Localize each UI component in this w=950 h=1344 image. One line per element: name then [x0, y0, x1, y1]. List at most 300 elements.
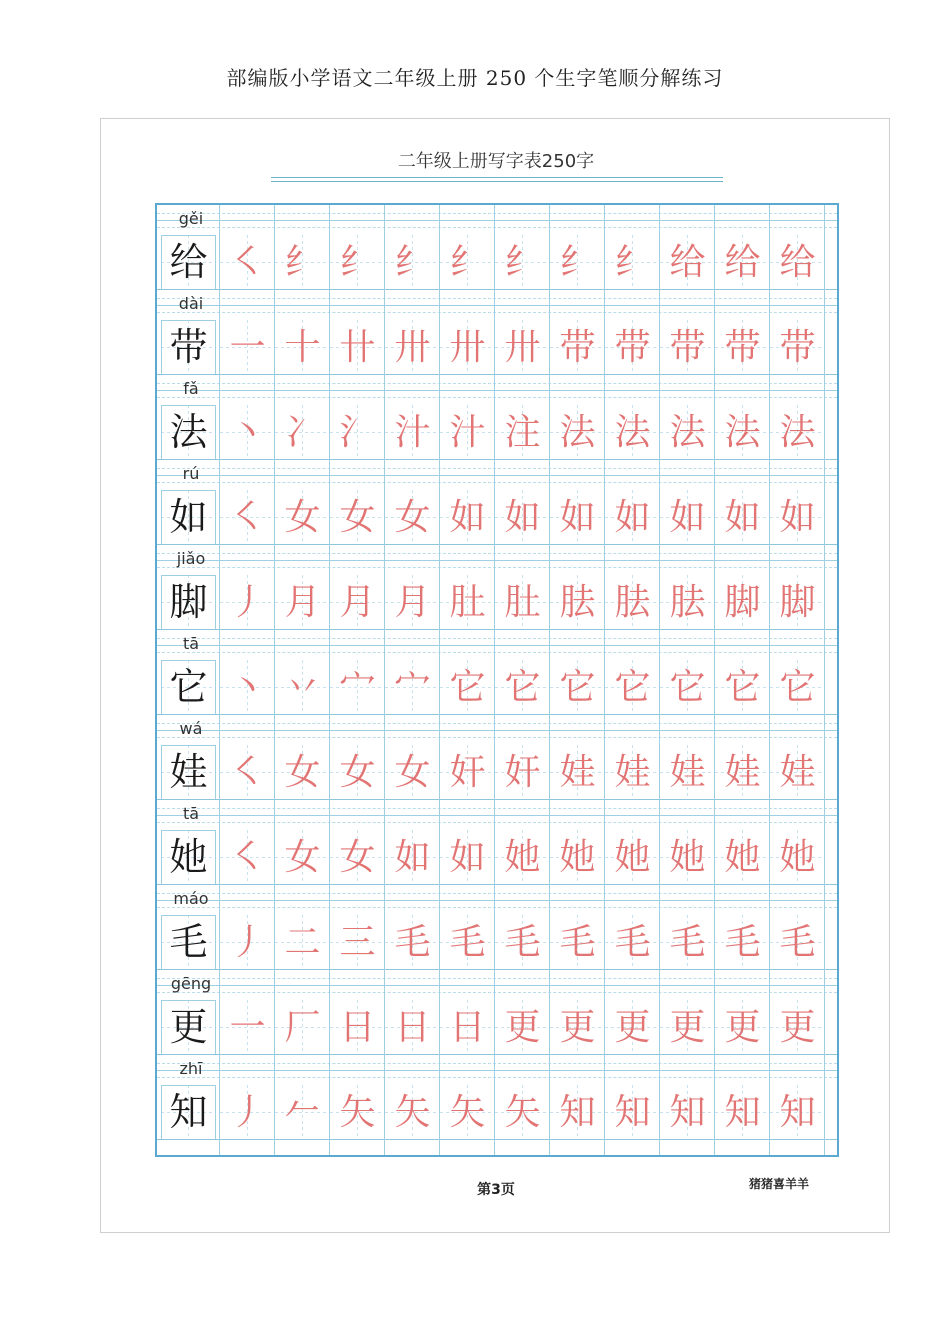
- column-divider: [824, 205, 825, 1155]
- pinyin-guide-line: [157, 808, 837, 809]
- stroke-step-character: 丿: [229, 582, 266, 623]
- stroke-step-cell: [550, 1085, 605, 1140]
- stroke-step-cell: [605, 575, 660, 630]
- stroke-step-cell: [440, 830, 495, 885]
- stroke-step-character: 更: [559, 1007, 596, 1048]
- stroke-step-character: 胠: [614, 582, 651, 623]
- stroke-step-cell: [715, 915, 770, 970]
- stroke-step-character: 带: [559, 327, 596, 368]
- pinyin-guide-line: [157, 893, 837, 894]
- stroke-step-cell: [550, 490, 605, 545]
- column-divider: [659, 205, 660, 1155]
- pinyin-guide-line: [157, 383, 837, 384]
- stroke-step-cell: [275, 1085, 330, 1140]
- title-underline-second: [271, 181, 723, 182]
- pinyin-guide-line: [157, 213, 837, 214]
- stroke-step-character: 如: [779, 497, 816, 538]
- character-row: [157, 1055, 837, 1140]
- stroke-step-cell: [275, 660, 330, 715]
- stroke-step-character: 纟: [394, 242, 431, 283]
- stroke-step-cell: [330, 490, 385, 545]
- character-row: [157, 800, 837, 885]
- main-character: 知: [169, 1090, 208, 1134]
- stroke-step-cell: [330, 915, 385, 970]
- pinyin-guide-line: [157, 907, 837, 908]
- stroke-step-cell: [770, 830, 825, 885]
- stroke-step-character: 日: [339, 1007, 376, 1048]
- stroke-step-character: 宀: [339, 667, 376, 708]
- stroke-step-character: 给: [669, 242, 706, 283]
- title-underline: [271, 177, 723, 178]
- author-credit: 猪猪喜羊羊: [749, 1177, 810, 1191]
- stroke-step-character: 毛: [614, 922, 651, 963]
- stroke-step-character: 毛: [394, 922, 431, 963]
- pinyin-guide-line: [157, 390, 837, 391]
- stroke-step-cell: [275, 745, 330, 800]
- stroke-step-character: 如: [724, 497, 761, 538]
- character-row: [157, 885, 837, 970]
- column-divider: [714, 205, 715, 1155]
- stroke-step-cell: [440, 1085, 495, 1140]
- stroke-step-character: 她: [504, 837, 541, 878]
- stroke-step-character: ㇛: [229, 752, 266, 793]
- stroke-step-character: 丷: [284, 667, 321, 708]
- stroke-step-character: 带: [614, 327, 651, 368]
- character-row: [157, 715, 837, 800]
- pinyin-guide-line: [157, 468, 837, 469]
- stroke-step-character: 𠂉: [284, 1092, 321, 1133]
- stroke-step-character: 胠: [559, 582, 596, 623]
- stroke-step-cell: [605, 660, 660, 715]
- stroke-step-character: 月: [339, 582, 376, 623]
- stroke-step-cell: [440, 575, 495, 630]
- pinyin-guide-line: [157, 220, 837, 221]
- stroke-step-character: 卅: [394, 327, 431, 368]
- pinyin-guide-line: [157, 475, 837, 476]
- stroke-step-cell: [605, 915, 660, 970]
- pinyin-strip: [157, 1055, 837, 1085]
- stroke-step-character: 知: [614, 1092, 651, 1133]
- pinyin-guide-line: [157, 1063, 837, 1064]
- stroke-step-character: 矢: [504, 1092, 541, 1133]
- stroke-step-cell: [220, 660, 275, 715]
- stroke-step-character: 奸: [449, 752, 486, 793]
- stroke-step-character: 日: [449, 1007, 486, 1048]
- stroke-step-character: 丿: [229, 922, 266, 963]
- stroke-step-cell: [275, 235, 330, 290]
- stroke-step-character: 卄: [339, 327, 376, 368]
- stroke-step-character: 女: [339, 837, 376, 878]
- stroke-step-cell: [220, 745, 275, 800]
- stroke-step-cell: [660, 320, 715, 375]
- pinyin-label: jiǎo: [176, 549, 206, 568]
- pinyin-guide-line: [157, 560, 837, 561]
- stroke-step-character: 注: [504, 412, 541, 453]
- stroke-step-cell: [605, 1000, 660, 1055]
- stroke-step-character: 汁: [449, 412, 486, 453]
- stroke-step-character: 带: [779, 327, 816, 368]
- stroke-step-cell: [330, 745, 385, 800]
- stroke-step-cell: [275, 490, 330, 545]
- stroke-step-cell: [440, 660, 495, 715]
- stroke-step-cell: [605, 235, 660, 290]
- stroke-step-character: 胠: [669, 582, 706, 623]
- document-title: 部编版小学语文二年级上册 250 个生字笔顺分解练习: [226, 66, 724, 90]
- stroke-step-character: 它: [779, 667, 816, 708]
- stroke-step-character: 娃: [614, 752, 651, 793]
- stroke-step-character: 她: [779, 837, 816, 878]
- pinyin-guide-line: [157, 482, 837, 483]
- pinyin-guide-line: [157, 638, 837, 639]
- stroke-step-character: 带: [724, 327, 761, 368]
- column-divider: [274, 205, 275, 1155]
- stroke-step-character: 女: [394, 752, 431, 793]
- stroke-step-cell: [275, 320, 330, 375]
- stroke-step-cell: [220, 1085, 275, 1140]
- worksheet: [100, 118, 890, 1233]
- stroke-step-cell: [660, 660, 715, 715]
- stroke-step-cell: [220, 1000, 275, 1055]
- stroke-step-cell: [770, 660, 825, 715]
- stroke-step-cell: [220, 405, 275, 460]
- pinyin-strip: [157, 630, 837, 660]
- main-character-cell: [161, 660, 216, 715]
- stroke-step-character: 法: [669, 412, 706, 453]
- stroke-step-cell: [330, 405, 385, 460]
- stroke-step-character: 知: [669, 1092, 706, 1133]
- stroke-step-character: 卅: [449, 327, 486, 368]
- stroke-step-character: 法: [724, 412, 761, 453]
- stroke-step-cell: [660, 1085, 715, 1140]
- stroke-step-cell: [220, 915, 275, 970]
- stroke-step-cell: [770, 1085, 825, 1140]
- stroke-step-character: 丶: [229, 667, 266, 708]
- stroke-step-character: 纟: [504, 242, 541, 283]
- stroke-step-cell: [715, 320, 770, 375]
- stroke-step-cell: [770, 575, 825, 630]
- stroke-step-character: 它: [669, 667, 706, 708]
- pinyin-label: zhī: [179, 1059, 203, 1078]
- stroke-step-cell: [660, 830, 715, 885]
- stroke-step-cell: [770, 1000, 825, 1055]
- pinyin-strip: [157, 715, 837, 745]
- stroke-step-cell: [220, 575, 275, 630]
- stroke-step-character: 纟: [449, 242, 486, 283]
- main-character: 法: [169, 410, 208, 454]
- pinyin-guide-line: [157, 567, 837, 568]
- pinyin-label: tā: [182, 634, 200, 653]
- main-character-cell: [161, 405, 216, 460]
- character-row: [157, 205, 837, 290]
- stroke-step-cell: [385, 660, 440, 715]
- stroke-step-cell: [440, 745, 495, 800]
- main-character-cell: [161, 490, 216, 545]
- pinyin-strip: [157, 885, 837, 915]
- stroke-step-character: 纟: [559, 242, 596, 283]
- stroke-step-cell: [440, 915, 495, 970]
- stroke-step-character: 毛: [559, 922, 596, 963]
- stroke-step-cell: [770, 320, 825, 375]
- stroke-step-cell: [495, 1085, 550, 1140]
- stroke-step-cell: [275, 830, 330, 885]
- stroke-step-cell: [330, 830, 385, 885]
- stroke-step-character: 厂: [284, 1007, 321, 1048]
- stroke-step-character: 娃: [779, 752, 816, 793]
- stroke-step-character: ㇛: [229, 497, 266, 538]
- stroke-step-character: 毛: [504, 922, 541, 963]
- stroke-step-cell: [660, 1000, 715, 1055]
- main-character-cell: [161, 1000, 216, 1055]
- pinyin-guide-line: [157, 900, 837, 901]
- stroke-step-character: 十: [284, 327, 321, 368]
- stroke-step-character: 奸: [504, 752, 541, 793]
- stroke-step-cell: [715, 660, 770, 715]
- stroke-step-cell: [275, 915, 330, 970]
- stroke-step-character: 月: [394, 582, 431, 623]
- pinyin-guide-line: [157, 730, 837, 731]
- stroke-step-cell: [495, 320, 550, 375]
- character-row: [157, 630, 837, 715]
- stroke-step-cell: [715, 1085, 770, 1140]
- pinyin-guide-line: [157, 992, 837, 993]
- stroke-step-cell: [495, 660, 550, 715]
- stroke-step-character: 带: [669, 327, 706, 368]
- stroke-step-character: 毛: [669, 922, 706, 963]
- stroke-step-cell: [440, 405, 495, 460]
- pinyin-strip: [157, 375, 837, 405]
- stroke-step-character: 知: [559, 1092, 596, 1133]
- stroke-step-cell: [495, 490, 550, 545]
- stroke-step-character: 汁: [394, 412, 431, 453]
- stroke-step-cell: [770, 490, 825, 545]
- stroke-step-cell: [385, 575, 440, 630]
- pinyin-guide-line: [157, 227, 837, 228]
- main-character-cell: [161, 1085, 216, 1140]
- stroke-step-cell: [770, 405, 825, 460]
- main-character: 脚: [169, 580, 208, 624]
- stroke-step-cell: [715, 830, 770, 885]
- stroke-step-cell: [660, 915, 715, 970]
- stroke-step-character: 娃: [724, 752, 761, 793]
- stroke-step-cell: [440, 320, 495, 375]
- stroke-step-cell: [495, 1000, 550, 1055]
- row-divider: [157, 1139, 837, 1140]
- stroke-step-character: 女: [339, 752, 376, 793]
- stroke-step-cell: [330, 1000, 385, 1055]
- stroke-step-character: 她: [614, 837, 651, 878]
- stroke-step-cell: [715, 235, 770, 290]
- stroke-step-character: 她: [559, 837, 596, 878]
- stroke-step-character: 如: [614, 497, 651, 538]
- pinyin-label: fǎ: [183, 379, 199, 398]
- main-character: 给: [169, 240, 208, 284]
- column-divider: [439, 205, 440, 1155]
- stroke-step-cell: [605, 320, 660, 375]
- stroke-step-cell: [495, 575, 550, 630]
- practice-grid: [155, 203, 839, 1157]
- stroke-step-character: 法: [614, 412, 651, 453]
- stroke-step-character: 一: [229, 1007, 266, 1048]
- stroke-step-character: 纟: [339, 242, 376, 283]
- stroke-step-cell: [330, 660, 385, 715]
- stroke-step-cell: [770, 915, 825, 970]
- pinyin-strip: [157, 970, 837, 1000]
- stroke-step-cell: [440, 1000, 495, 1055]
- main-character-cell: [161, 830, 216, 885]
- stroke-step-cell: [550, 1000, 605, 1055]
- stroke-step-character: 她: [724, 837, 761, 878]
- character-row: [157, 375, 837, 460]
- stroke-step-character: 法: [559, 412, 596, 453]
- stroke-step-cell: [220, 320, 275, 375]
- stroke-step-character: 月: [284, 582, 321, 623]
- stroke-step-cell: [550, 235, 605, 290]
- main-character: 娃: [169, 750, 208, 794]
- pinyin-guide-line: [157, 298, 837, 299]
- stroke-step-cell: [385, 405, 440, 460]
- stroke-step-cell: [385, 745, 440, 800]
- stroke-step-cell: [715, 490, 770, 545]
- stroke-step-character: 女: [284, 837, 321, 878]
- stroke-step-cell: [550, 320, 605, 375]
- main-character: 更: [169, 1005, 208, 1049]
- stroke-step-cell: [385, 235, 440, 290]
- stroke-step-cell: [605, 490, 660, 545]
- stroke-step-cell: [385, 915, 440, 970]
- stroke-step-character: 毛: [779, 922, 816, 963]
- character-row: [157, 460, 837, 545]
- stroke-step-character: 二: [284, 922, 321, 963]
- pinyin-label: máo: [173, 889, 209, 908]
- stroke-step-cell: [660, 235, 715, 290]
- stroke-step-character: 更: [779, 1007, 816, 1048]
- stroke-step-character: 丿: [229, 1092, 266, 1133]
- stroke-step-character: 宀: [394, 667, 431, 708]
- stroke-step-character: 更: [669, 1007, 706, 1048]
- pinyin-guide-line: [157, 723, 837, 724]
- stroke-step-cell: [550, 830, 605, 885]
- stroke-step-character: 法: [779, 412, 816, 453]
- stroke-step-cell: [605, 405, 660, 460]
- stroke-step-cell: [385, 1000, 440, 1055]
- stroke-step-character: 它: [559, 667, 596, 708]
- stroke-step-character: 毛: [449, 922, 486, 963]
- stroke-step-cell: [660, 405, 715, 460]
- pinyin-label: tā: [182, 804, 200, 823]
- stroke-step-cell: [495, 745, 550, 800]
- column-divider: [769, 205, 770, 1155]
- pinyin-guide-line: [157, 978, 837, 979]
- stroke-step-cell: [550, 405, 605, 460]
- pinyin-strip: [157, 545, 837, 575]
- stroke-step-cell: [330, 235, 385, 290]
- main-character: 毛: [169, 920, 208, 964]
- stroke-step-character: 肚: [504, 582, 541, 623]
- main-character-cell: [161, 915, 216, 970]
- stroke-step-cell: [550, 745, 605, 800]
- pinyin-guide-line: [157, 815, 837, 816]
- pinyin-guide-line: [157, 822, 837, 823]
- stroke-step-character: 矢: [394, 1092, 431, 1133]
- column-divider: [384, 205, 385, 1155]
- character-row: [157, 545, 837, 630]
- stroke-step-character: 她: [669, 837, 706, 878]
- stroke-step-cell: [220, 235, 275, 290]
- stroke-step-character: 如: [669, 497, 706, 538]
- worksheet-title: 二年级上册写字表250字: [397, 151, 595, 172]
- stroke-step-character: 日: [394, 1007, 431, 1048]
- stroke-step-character: 女: [339, 497, 376, 538]
- column-divider: [329, 205, 330, 1155]
- stroke-step-character: 如: [559, 497, 596, 538]
- stroke-step-character: 脚: [779, 582, 816, 623]
- stroke-step-character: 如: [394, 837, 431, 878]
- stroke-step-cell: [495, 915, 550, 970]
- main-character-cell: [161, 235, 216, 290]
- pinyin-strip: [157, 290, 837, 320]
- stroke-step-character: 矢: [339, 1092, 376, 1133]
- stroke-step-character: 更: [724, 1007, 761, 1048]
- main-character: 它: [169, 665, 208, 709]
- pinyin-guide-line: [157, 652, 837, 653]
- pinyin-guide-line: [157, 985, 837, 986]
- stroke-step-character: 如: [449, 497, 486, 538]
- pinyin-guide-line: [157, 312, 837, 313]
- stroke-step-cell: [385, 490, 440, 545]
- column-divider: [604, 205, 605, 1155]
- stroke-step-character: 女: [284, 752, 321, 793]
- stroke-step-character: 它: [449, 667, 486, 708]
- pinyin-guide-line: [157, 305, 837, 306]
- stroke-step-character: 一: [229, 327, 266, 368]
- stroke-step-cell: [660, 490, 715, 545]
- stroke-step-character: 肚: [449, 582, 486, 623]
- stroke-step-character: 矢: [449, 1092, 486, 1133]
- character-row: [157, 970, 837, 1055]
- stroke-step-cell: [330, 320, 385, 375]
- stroke-step-character: 知: [779, 1092, 816, 1133]
- pinyin-guide-line: [157, 645, 837, 646]
- stroke-step-character: 娃: [559, 752, 596, 793]
- stroke-step-character: 更: [614, 1007, 651, 1048]
- column-divider: [219, 205, 220, 1155]
- pinyin-guide-line: [157, 1077, 837, 1078]
- stroke-step-character: 它: [504, 667, 541, 708]
- pinyin-guide-line: [157, 737, 837, 738]
- stroke-step-cell: [330, 1085, 385, 1140]
- stroke-step-character: 更: [504, 1007, 541, 1048]
- stroke-step-cell: [660, 745, 715, 800]
- column-divider: [494, 205, 495, 1155]
- main-character: 带: [169, 325, 208, 369]
- stroke-step-cell: [330, 575, 385, 630]
- main-character: 如: [169, 495, 208, 539]
- character-row: [157, 290, 837, 375]
- stroke-step-cell: [385, 1085, 440, 1140]
- stroke-step-cell: [605, 830, 660, 885]
- stroke-step-character: 知: [724, 1092, 761, 1133]
- stroke-step-cell: [275, 1000, 330, 1055]
- stroke-step-cell: [440, 235, 495, 290]
- stroke-step-character: ㇛: [229, 242, 266, 283]
- stroke-step-cell: [220, 490, 275, 545]
- page-number: 第3页: [477, 1182, 515, 1198]
- main-character-cell: [161, 575, 216, 630]
- stroke-step-character: 氵: [339, 412, 376, 453]
- pinyin-label: rú: [182, 464, 200, 483]
- stroke-step-cell: [440, 490, 495, 545]
- pinyin-label: dài: [178, 294, 204, 313]
